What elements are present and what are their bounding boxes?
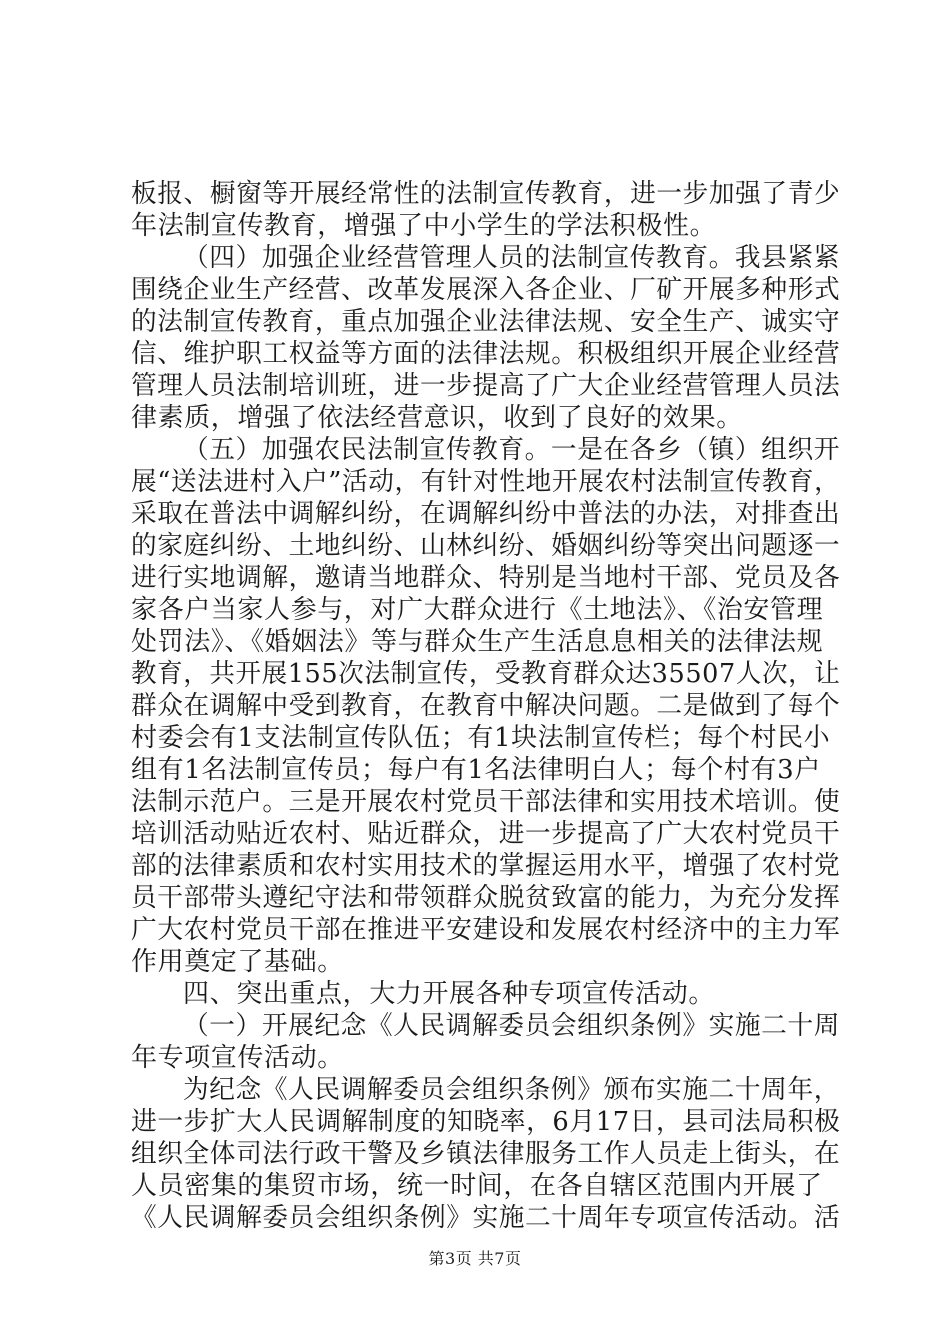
body-text-line: 律素质，增强了依法经营意识，收到了良好的效果。	[131, 403, 743, 433]
section-heading: 四、突出重点，大力开展各种专项宣传活动。	[183, 979, 716, 1009]
body-text-line: 群众在调解中受到教育，在教育中解决问题。二是做到了每个	[131, 691, 841, 721]
body-text-line: 组有1名法制宣传员；每户有1名法律明白人；每个村有3户	[131, 755, 821, 785]
paragraph-start-line: （五）加强农民法制宣传教育。一是在各乡（镇）组织开	[183, 435, 841, 465]
body-text-line: 年专项宣传活动。	[131, 1043, 344, 1073]
body-text-line: 进一步扩大人民调解制度的知晓率，6月17日，县司法局积极	[131, 1107, 841, 1137]
page-footer: 第3页 共7页	[428, 1249, 522, 1268]
body-text-line: 的家庭纠纷、土地纠纷、山林纠纷、婚姻纠纷等突出问题逐一	[131, 531, 841, 561]
body-text-line: 广大农村党员干部在推进平安建设和发展农村经济中的主力军	[131, 915, 841, 945]
body-text-line: 培训活动贴近农村、贴近群众，进一步提高了广大农村党员干	[131, 819, 841, 849]
body-text-line: 员干部带头遵纪守法和带领群众脱贫致富的能力，为充分发挥	[131, 883, 841, 913]
paragraph-start-line: （四）加强企业经营管理人员的法制宣传教育。我县紧紧	[183, 243, 841, 273]
body-text-line: 人员密集的集贸市场，统一时间，在各自辖区范围内开展了	[131, 1171, 823, 1201]
body-text-line: 围绕企业生产经营、改革发展深入各企业、厂矿开展多种形式	[131, 275, 841, 305]
body-text-line: 展“送法进村入户”活动，有针对性地开展农村法制宣传教育，	[131, 467, 841, 497]
subsection-heading: （一）开展纪念《人民调解委员会组织条例》实施二十周	[183, 1011, 841, 1041]
body-text-line: 进行实地调解，邀请当地群众、特别是当地村干部、党员及各	[131, 563, 841, 593]
body-text-line: 管理人员法制培训班，进一步提高了广大企业经营管理人员法	[131, 371, 841, 401]
body-text-line: 的法制宣传教育，重点加强企业法律法规、安全生产、诚实守	[131, 307, 841, 337]
body-text-line: 组织全体司法行政干警及乡镇法律服务工作人员走上街头，在	[131, 1139, 841, 1169]
body-text-line: 作用奠定了基础。	[131, 947, 344, 977]
body-text-line: 板报、橱窗等开展经常性的法制宣传教育，进一步加强了青少	[131, 179, 841, 209]
body-text-line: 部的法律素质和农村实用技术的掌握运用水平，增强了农村党	[131, 851, 841, 881]
body-text-line: 年法制宣传教育，增强了中小学生的学法积极性。	[131, 211, 717, 241]
paragraph-start-line: 为纪念《人民调解委员会组织条例》颁布实施二十周年，	[183, 1075, 841, 1105]
body-text-line: 处罚法》、《婚姻法》等与群众生产生活息息相关的法律法规	[131, 627, 824, 657]
body-text-line: 采取在普法中调解纠纷，在调解纠纷中普法的办法，对排查出	[131, 499, 841, 529]
body-text-line: 教育，共开展155次法制宣传，受教育群众达35507人次，让	[131, 659, 841, 689]
body-text-line: 法制示范户。三是开展农村党员干部法律和实用技术培训。使	[131, 787, 841, 817]
body-text-line: 家各户当家人参与，对广大群众进行《土地法》、《治安管理	[131, 595, 824, 625]
body-text-line: 《人民调解委员会组织条例》实施二十周年专项宣传活动。活	[131, 1203, 841, 1233]
body-text-line: 村委会有1支法制宣传队伍；有1块法制宣传栏；每个村民小	[131, 723, 831, 753]
body-text-line: 信、维护职工权益等方面的法律法规。积极组织开展企业经营	[131, 339, 841, 369]
